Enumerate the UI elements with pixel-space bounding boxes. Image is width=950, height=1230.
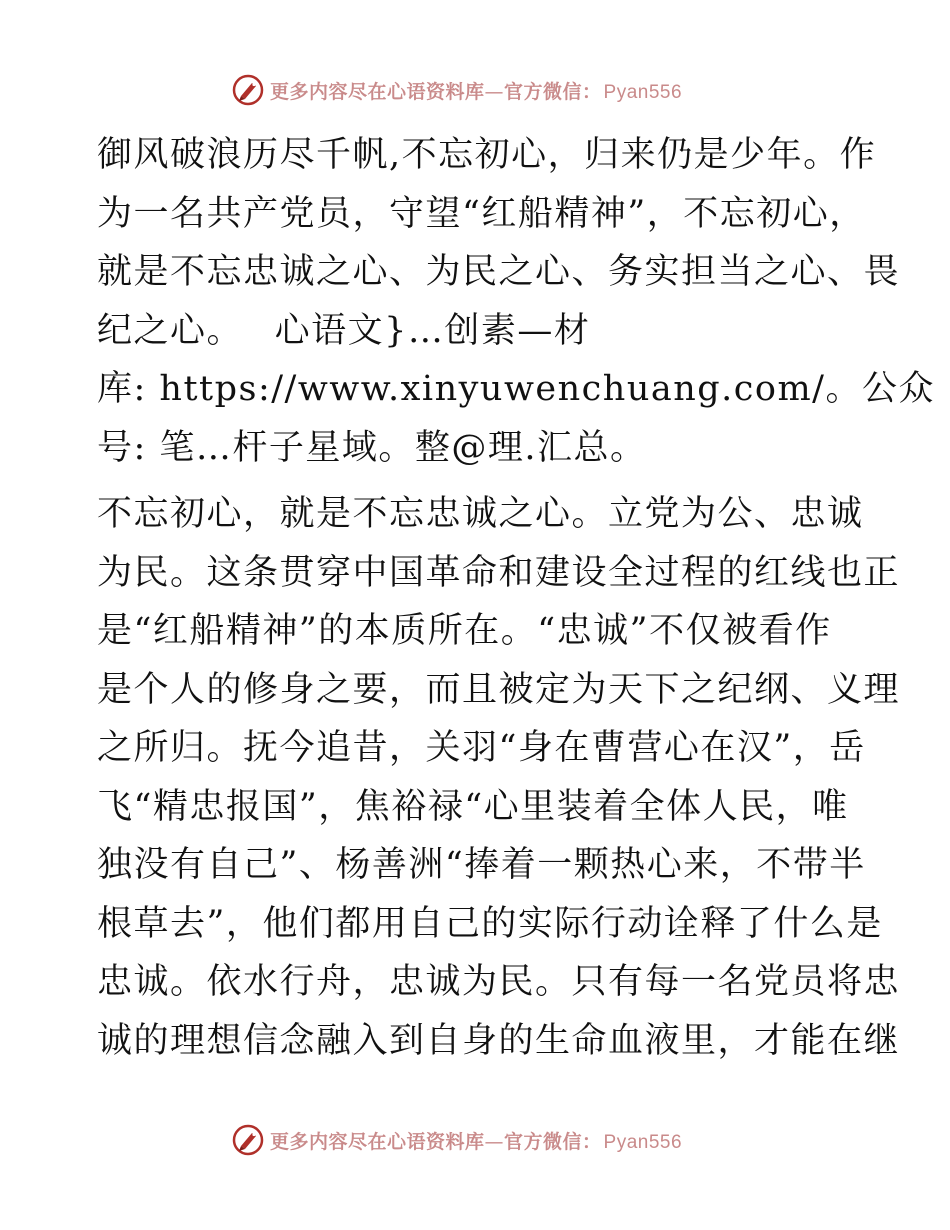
text-line: 是“红船精神”的本质所在。“忠诚”不仅被看作 (97, 611, 832, 651)
text-line: 之所归。抚今追昔，关羽“身在曹营心在汉”，岳 (97, 728, 866, 768)
pen-logo-icon (232, 1124, 264, 1156)
watermark-wechat-id: Pyan556 (603, 81, 683, 103)
watermark-text (270, 1127, 682, 1154)
text-line: 就是不忘忠诚之心、为民之心、务实担当之心、畏 (97, 252, 901, 292)
text-line: 为一名共产党员，守望“红船精神”，不忘初心， (97, 193, 866, 234)
text-line: 是个人的修身之要，而且被定为天下之纪纲、义理 (97, 669, 901, 710)
text-line: 为民。这条贯穿中国革命和建设全过程的红线也正 (97, 552, 901, 593)
text-line: 诚的理想信念融入到自身的生命血液里，才能在继 (97, 1020, 901, 1061)
text-line: 独没有自己”、杨善洲“捧着一颗热心来，不带半 (97, 845, 866, 885)
watermark-separator: — (484, 1130, 505, 1153)
footer-watermark (232, 1123, 732, 1157)
watermark-wechat-label: 官方微信： (504, 80, 602, 103)
text-line: 纪之心。 心语文}…创素—材 (97, 310, 591, 351)
watermark-wechat-id: Pyan556 (603, 1131, 683, 1153)
watermark-separator: — (484, 80, 505, 103)
text-line: 飞“精忠报国”，焦裕禄“心里装着全体人民，唯 (97, 786, 849, 827)
document-body (97, 126, 935, 1070)
text-line: 忠诚。依水行舟，忠诚为民。只有每一名党员将忠 (97, 962, 901, 1002)
text-line: 号: 笔…杆子星域。整@理.汇总。 (97, 427, 647, 468)
paragraph (97, 126, 935, 477)
watermark-text (270, 77, 682, 104)
text-line: 御风破浪历尽千帆,不忘初心，归来仍是少年。作 (97, 135, 877, 175)
text-line: 根草去”，他们都用自己的实际行动诠释了什么是 (97, 903, 883, 944)
watermark-wechat-label: 官方微信： (504, 1130, 602, 1153)
watermark-brand: 更多内容尽在心语资料库 (270, 1130, 485, 1153)
text-line: 库: https://www.xinyuwenchuang.com/。公众 (97, 369, 935, 409)
text-line: 不忘初心，就是不忘忠诚之心。立党为公、忠诚 (97, 494, 864, 534)
paragraph (97, 485, 901, 1070)
pen-logo-icon (232, 74, 264, 106)
header-watermark (232, 73, 732, 107)
watermark-brand: 更多内容尽在心语资料库 (270, 80, 485, 103)
